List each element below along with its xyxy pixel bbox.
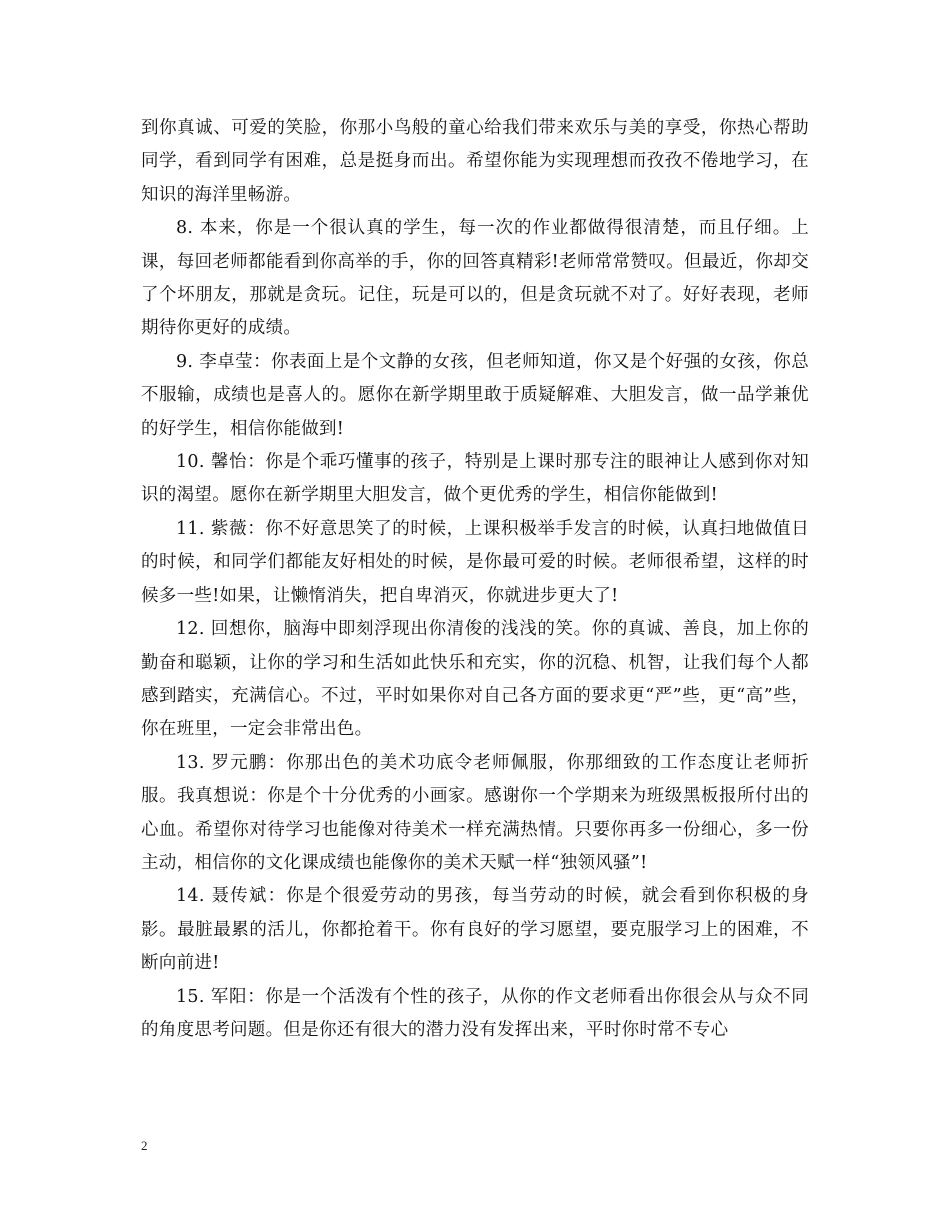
paragraph-item-11: 11. 紫薇：你不好意思笑了的时候，上课积极举手发言的时候，认真扫地做值日的时候，和同学们都能友好相处的时候，是你最可爱的时候。老师很希望，这样的时候多一些!如果，让懒惰消失，把自卑消灭，你就进步更大了! <box>141 518 809 606</box>
paragraph-item-15: 15. 军阳：你是一个活泼有个性的孩子，从你的作文老师看出你很会从与众不同的角度思考问题。但是你还有很大的潜力没有发挥出来，平时你时常不专心 <box>141 986 809 1040</box>
paragraph-item-8: 8. 本来，你是一个很认真的学生，每一次的作业都做得很清楚，而且仔细。上课，每回老师都能看到你高举的手，你的回答真精彩!老师常常赞叹。但最近，你却交了个坏朋友，那就是贪玩。记住，玩是可以的，但是贪玩就不对了。好好表现，老师期待你更好的成绩。 <box>141 218 809 339</box>
paragraph-item-9: 9. 李卓莹：你表面上是个文静的女孩，但老师知道，你又是个好强的女孩，你总不服输，成绩也是喜人的。愿你在新学期里敢于质疑解难、大胆发言，做一品学兼优的好学生，相信你能做到! <box>141 351 809 439</box>
paragraph-item-13: 13. 罗元鹏：你那出色的美术功底令老师佩服，你那细致的工作态度让老师折服。我真想说：你是个十分优秀的小画家。感谢你一个学期来为班级黑板报所付出的心血。希望你对待学习也能像对待美术一样充满热情。只要你再多一份细心，多一份主动，相信你的文化课成绩也能像你的美术天赋一样“独领风骚”! <box>141 752 809 873</box>
paragraph-continuation: 到你真诚、可爱的笑脸，你那小鸟般的童心给我们带来欢乐与美的享受，你热心帮助同学，看到同学有困难，总是挺身而出。希望你能为实现理想而孜孜不倦地学习，在知识的海洋里畅游。 <box>141 118 809 205</box>
body-text <box>141 112 809 1047</box>
page-number: 2 <box>141 1138 148 1153</box>
paragraph-item-10: 10. 馨怡：你是个乖巧懂事的孩子，特别是上课时那专注的眼神让人感到你对知识的渴望。愿你在新学期里大胆发言，做个更优秀的学生，相信你能做到! <box>141 452 809 506</box>
paragraph-item-14: 14. 聂传斌：你是个很爱劳动的男孩，每当劳动的时候，就会看到你积极的身影。最脏最累的活儿，你都抢着干。你有良好的学习愿望，要克服学习上的困难，不断向前进! <box>141 886 809 974</box>
paragraph-item-12: 12. 回想你，脑海中即刻浮现出你清俊的浅浅的笑。你的真诚、善良，加上你的勤奋和聪颖，让你的学习和生活如此快乐和充实，你的沉稳、机智，让我们每个人都感到踏实，充满信心。不过，平时如果你对自己各方面的要求更“严”些，更“高”些，你在班里，一定会非常出色。 <box>141 619 809 740</box>
